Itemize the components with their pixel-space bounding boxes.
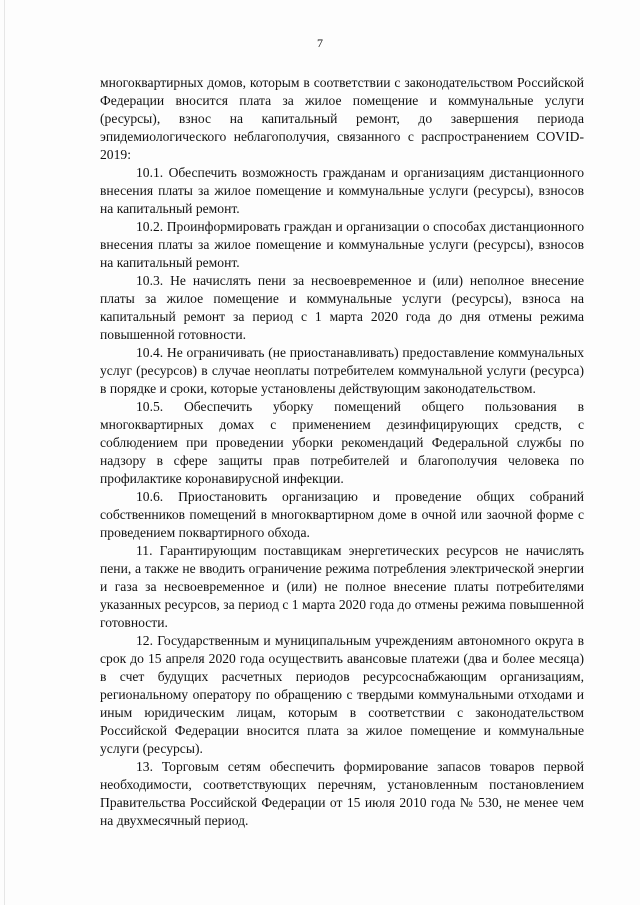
document-body	[100, 74, 584, 830]
paragraph-10-1: 10.1. Обеспечить возможность гражданам и организациям дистанционного внесения платы за жилое помещение и коммунальные услуги (ресурсы), взносов на капитальный ремонт.	[100, 165, 584, 216]
scan-edge-line	[4, 0, 5, 905]
paragraph-13: 13. Торговым сетям обеспечить формирование запасов товаров первой необходимости, соответствующих перечням, установленным постановлением Правительства Российской Федерации от 15 июля 2010 года № 530, не менее чем на двухмесячный период.	[100, 759, 584, 828]
paragraph-10-3: 10.3. Не начислять пени за несвоевременное и (или) неполное внесение платы за жилое помещение и коммунальные услуги (ресурсы), взноса на капитальный ремонт за период с 1 марта 2020 года до дня отмены режима повышенной готовности.	[100, 273, 584, 342]
paragraph-11: 11. Гарантирующим поставщикам энергетических ресурсов не начислять пени, а также не вводить ограничение режима потребления электрической энергии и газа за несвоевременное и (или) не полное внесение платы потребителями указанных ресурсов, за период с 1 марта 2020 года до отмены режима повышенной готовности.	[100, 543, 584, 630]
paragraph-10-6: 10.6. Приостановить организацию и проведение общих собраний собственников помещений в многоквартирном доме в очной или заочной форме с проведением поквартирного обхода.	[100, 489, 584, 540]
paragraph-continuation: многоквартирных домов, которым в соответствии с законодательством Российской Федерации вносится плата за жилое помещение и коммунальные услуги (ресурсы), взнос на капитальный ремонт, до завершения периода эпидемиологического неблагополучия, связанного с распространением COVID-2019:	[100, 75, 584, 162]
paragraph-12: 12. Государственным и муниципальным учреждениям автономного округа в срок до 15 апреля 2020 года осуществить авансовые платежи (два и более месяца) в счет будущих расчетных периодов ресурсоснабжающим организациям, региональному оператору по обращению с твердыми коммунальными отходами и иным юридическим лицам, которым в соответствии с законодательством Российской Федерации вносится плата за жилое помещение и коммунальные услуги (ресурсы).	[100, 633, 584, 756]
page-number: 7	[317, 36, 323, 50]
paragraph-10-4: 10.4. Не ограничивать (не приостанавливать) предоставление коммунальных услуг (ресурсов) в случае неоплаты потребителем коммунальной услуги (ресурса) в порядке и сроки, которые установлены действующим законодательством.	[100, 345, 584, 396]
paragraph-10-2: 10.2. Проинформировать граждан и организации о способах дистанционного внесения платы за жилое помещение и коммунальные услуги (ресурсы), взносов на капитальный ремонт.	[100, 219, 584, 270]
paragraph-10-5: 10.5. Обеспечить уборку помещений общего пользования в многоквартирных домах с применением дезинфицирующих средств, с соблюдением при проведении уборки рекомендаций Федеральной службы по надзору в сфере защиты прав потребителей и благополучия человека по профилактике коронавирусной инфекции.	[100, 399, 584, 486]
